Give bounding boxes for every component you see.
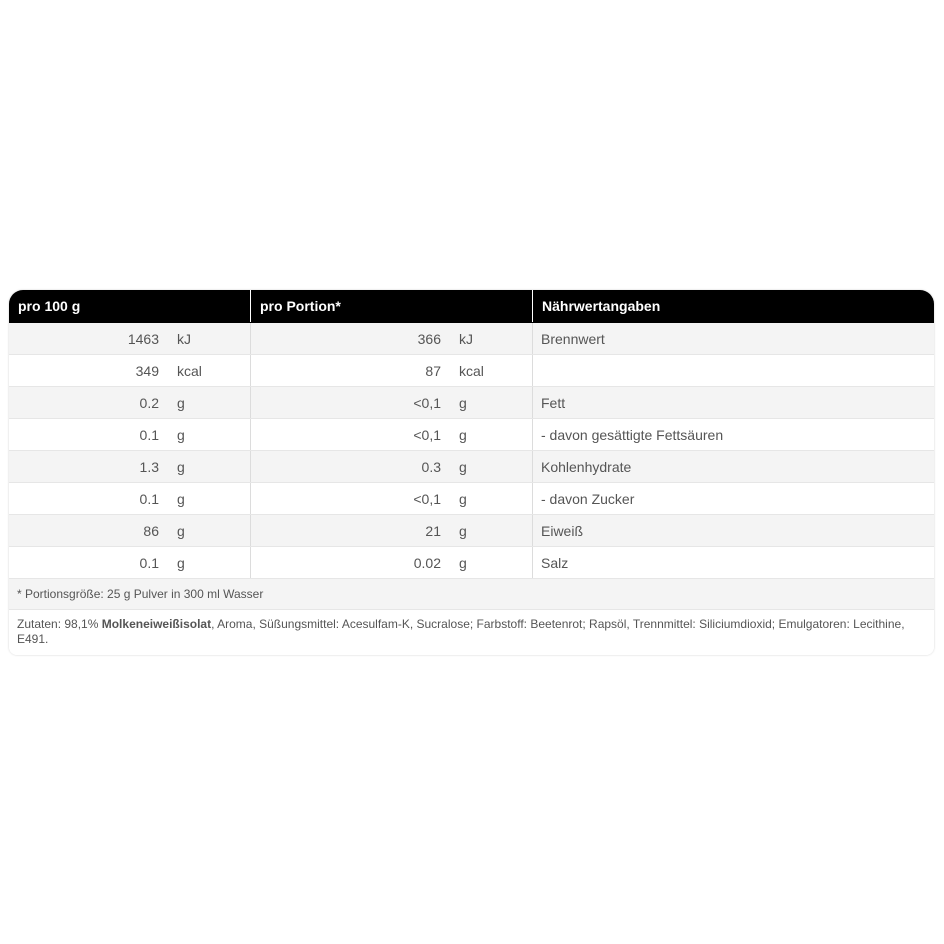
unit-per-portion: g (459, 554, 467, 571)
table-row (9, 483, 934, 515)
unit-per-portion: g (459, 490, 467, 507)
value-per-portion: 0.02 (250, 547, 450, 578)
value-per-100g: 1463 (127, 330, 159, 347)
table-row (9, 419, 934, 451)
unit-per-100g: g (177, 394, 185, 411)
nutrient-label: - davon Zucker (532, 483, 934, 514)
unit-per-100g: g (177, 554, 185, 571)
table-row (9, 515, 934, 547)
unit-per-portion: g (459, 426, 467, 443)
table-row (9, 355, 934, 387)
ingredients-highlight: Molkeneiweißisolat (101, 617, 212, 631)
unit-per-portion: g (459, 458, 467, 475)
value-per-portion: <0,1 (250, 387, 450, 418)
table-row (9, 323, 934, 355)
unit-per-portion: kcal (459, 362, 484, 379)
nutrient-label: Salz (532, 547, 934, 578)
header-per-portion: pro Portion* (250, 290, 450, 322)
nutrient-label (532, 355, 934, 386)
value-per-100g: 0.1 (139, 554, 159, 571)
value-per-portion: 0.3 (250, 451, 450, 482)
value-per-100g: 1.3 (139, 458, 159, 475)
value-per-100g: 0.2 (139, 394, 159, 411)
unit-per-portion: g (459, 394, 467, 411)
header-spacer (450, 290, 532, 322)
nutrient-label: Kohlenhydrate (532, 451, 934, 482)
table-row (9, 387, 934, 419)
unit-per-100g: g (177, 522, 185, 539)
nutrient-label: Eiweiß (532, 515, 934, 546)
nutrient-label: Brennwert (532, 323, 934, 354)
nutrient-label: - davon gesättigte Fettsäuren (532, 419, 934, 450)
table-header-row (9, 290, 934, 323)
header-per-100g: pro 100 g (18, 298, 81, 314)
unit-per-100g: g (177, 426, 185, 443)
unit-per-portion: kJ (459, 330, 473, 347)
unit-per-100g: g (177, 458, 185, 475)
unit-per-portion: g (459, 522, 467, 539)
unit-per-100g: g (177, 490, 185, 507)
header-nutrition-label: Nährwertangaben (532, 290, 934, 322)
value-per-100g: 86 (143, 522, 159, 539)
table-row (9, 547, 934, 579)
value-per-portion: 21 (250, 515, 450, 546)
ingredients-prefix: Zutaten: 98,1% (17, 617, 102, 631)
value-per-100g: 0.1 (139, 490, 159, 507)
nutrition-facts-table (9, 290, 934, 655)
value-per-portion: 366 (250, 323, 450, 354)
unit-per-100g: kcal (177, 362, 202, 379)
ingredients-text (9, 610, 934, 655)
value-per-portion: 87 (250, 355, 450, 386)
table-row (9, 451, 934, 483)
portion-footnote: * Portionsgröße: 25 g Pulver in 300 ml Wasser (9, 579, 934, 610)
nutrient-label: Fett (532, 387, 934, 418)
unit-per-100g: kJ (177, 330, 191, 347)
value-per-portion: <0,1 (250, 419, 450, 450)
value-per-100g: 0.1 (139, 426, 159, 443)
header-spacer (168, 290, 250, 322)
value-per-portion: <0,1 (250, 483, 450, 514)
value-per-100g: 349 (135, 362, 159, 379)
ingredients-suffix: , Aroma, Süßungsmittel: Acesulfam-K, Sucralose; Farbstoff: Beetenrot; Rapsöl, Trennmittel: Siliciumdioxid; Emulgatoren: Lecithine, E491. (17, 617, 905, 646)
